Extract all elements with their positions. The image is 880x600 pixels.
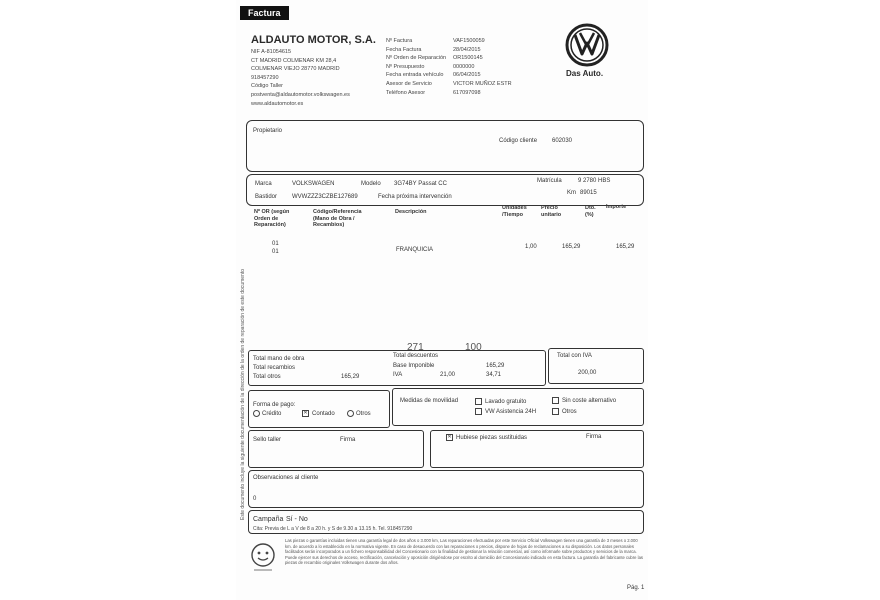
meta-value: 28/04/2015 [453,46,481,53]
mobility-option [552,408,577,415]
mobility-option [475,398,526,405]
company-line: 918457290 [251,74,279,81]
mobility-label: Medidas de movilidad [400,398,459,404]
company-details [251,48,350,108]
row-units: 1,00 [525,244,537,250]
iva-pct: 21,00 [440,372,456,378]
vertical-side-text: Este documento incluye la siguiente documentación de la dirección de la orden de reparación de este documento [240,269,246,520]
col-header-units: Unidades /Tiempo [502,205,527,218]
meta-label: Nº Factura [386,38,413,44]
meta-value: VAF1500059 [453,38,485,44]
campaign-value: Sí - No [286,516,308,523]
meta-label: Teléfono Asesor [386,89,426,96]
total-descuentos-label: Total descuentos [393,353,439,359]
total-recambios-label: Total recambios [253,365,296,371]
modelo-label: Modelo [361,181,381,187]
base-value: 165,29 [486,363,505,369]
checkbox-icon [475,398,482,405]
base-label: Base Imponible [393,363,435,369]
total-mano-obra-label: Total mano de obra [253,356,305,362]
meta-label: Nº Presupuesto [386,63,425,70]
observations-value: 0 [253,496,257,502]
checkbox-icon [552,408,559,415]
row-desc: FRANQUICIA [396,247,434,253]
service-seal-icon [250,542,276,572]
observations-label: Observaciones al cliente [253,475,319,481]
mobility-option-label: Otros [562,409,577,416]
total-iva-label: Total con IVA [557,353,592,359]
payment-option-credito [253,410,281,417]
owner-label: Propietario [253,128,283,134]
payment-option-otros [347,410,371,417]
company-line: postventa@aldautomotor.volkswagen.es [251,91,350,98]
firma-label: Firma [340,437,356,443]
company-line: www.aldautomotor.es [251,100,304,107]
company-name: ALDAUTO MOTOR, S.A. [251,34,376,46]
meta-label: Asesor de Servicio [386,80,432,87]
payment-option-label: Crédito [262,411,282,418]
meta-value: VICTOR MUÑOZ ESTR [453,80,512,87]
overlay-number: 100 [465,342,482,353]
seller-signature-box [248,430,424,468]
col-header-desc: Descripción [395,209,427,215]
legal-text: Las piezas o garantías incluidas tienen una garantía legal de dos años o 3.000 km, Las reparaciones efectuadas por este Servicio Oficial Volkswagen tienen una garantía de 3 meses o 2.000 km. de acuerdo a lo establecido en la normativa vigente. En caso de desacuerdo con las reparaciones o precios, dispone de hojas de reclamaciones a su disposición. Los datos personales facilitados serán incorporados a un fichero responsabilidad del Concesionario con la finalidad de gestionar la relación comercial, así como informarle sobre productos y servicios de la marca. Puede ejercer sus derechos de acceso, rectificación, cancelación y oposición dirigiéndose por escrito al domicilio del Concesionario indicado en esta factura. La garantía del fabricante cubre las piezas de recambio originales Volkswagen durante dos años. [285,538,644,566]
meta-label: Fecha Factura [386,46,422,53]
mobility-option [552,397,616,404]
firma2-label: Firma [586,434,602,440]
checked-box-icon: ✕ [303,410,308,416]
vw-logo-icon [565,23,609,67]
km-value: 89015 [580,190,597,196]
proxima-label: Fecha próxima intervención [378,194,452,200]
mobility-box [392,388,644,426]
company-line: COLMENAR VIEJO 28770 MADRID [251,66,340,73]
bastidor-value: WVWZZZ3CZBE127689 [292,194,358,200]
doc-type-tag: Factura [240,6,289,20]
meta-value: OR1500145 [453,55,483,62]
km-label: Km [567,190,576,196]
bastidor-label: Bastidor [255,194,278,200]
mobility-option [475,408,536,415]
iva-label: IVA [393,372,403,378]
iva-value: 34,71 [486,372,502,378]
seller-label: Sello taller [253,437,282,443]
mobility-option-label: VW Asistencia 24H [485,409,537,416]
row-price: 165,29 [562,244,581,250]
payment-option-label: Otros [356,411,371,418]
col-header-price: Precio unitario [541,205,562,218]
row-amount: 165,29 [616,244,635,250]
row-or: 01 [272,249,279,255]
radio-icon [347,410,354,417]
radio-icon [253,410,260,417]
company-line: Código Taller [251,83,284,90]
payment-label: Forma de pago: [253,402,296,408]
checkbox-icon [552,397,559,404]
client-code-value: 602030 [552,138,573,144]
checkbox-icon [475,408,482,415]
company-line: NIF A-81054615 [251,49,292,55]
brand-slogan: Das Auto. [566,69,604,78]
modelo-value: 3G74BY Passat CC [394,181,447,187]
mobility-option-label: Sin coste alternativo [562,398,617,405]
overlay-number: 271 [407,342,424,353]
replaced-parts-option [446,434,527,441]
invoice-meta-labels [386,37,446,97]
page-number: Pág. 1 [627,585,645,591]
appointment-text: Cita: Previa de L a V de 8 a 20 h. y S de 9.30 a 13.15 h. Tel. 918457290 [253,526,413,532]
campaign-label: Campaña [253,516,284,523]
meta-value: 06/04/2015 [453,72,481,79]
owner-box [246,120,644,172]
marca-value: VOLKSWAGEN [292,181,335,187]
meta-label: Nº Orden de Reparación [386,55,447,62]
checked-box-icon: ✕ [447,434,452,440]
invoice-meta-values [453,37,512,97]
col-header-amount: Importe [606,204,627,210]
matricula-label: Matrícula [537,178,562,184]
total-otros-label: Total otros [253,374,281,380]
meta-label: Fecha entrada vehículo [386,72,444,79]
payment-option-contado [302,410,335,417]
client-code-label: Código cliente [499,138,538,144]
col-header-code: Código/Referencia (Mano de Obra / Recambios) [313,209,362,228]
total-otros-value: 165,29 [341,374,360,380]
total-iva-value: 200,00 [578,370,597,376]
matricula-value: 9 2780 HBS [578,178,611,184]
col-header-dto: Dto. (%) [585,205,596,218]
marca-label: Marca [255,181,272,187]
meta-value: 0000000 [453,63,475,70]
payment-box [248,390,390,428]
meta-value: 617097098 [453,89,481,96]
replaced-parts-label: Hubiese piezas sustituidas [456,435,528,442]
payment-option-label: Contado [312,411,335,418]
row-or: 01 [272,241,279,247]
company-line: CT MADRID COLMENAR KM 28,4 [251,57,337,64]
col-header-or: Nº OR (según Orden de Reparación) [254,209,290,228]
mobility-option-label: Lavado gratuito [485,399,527,406]
